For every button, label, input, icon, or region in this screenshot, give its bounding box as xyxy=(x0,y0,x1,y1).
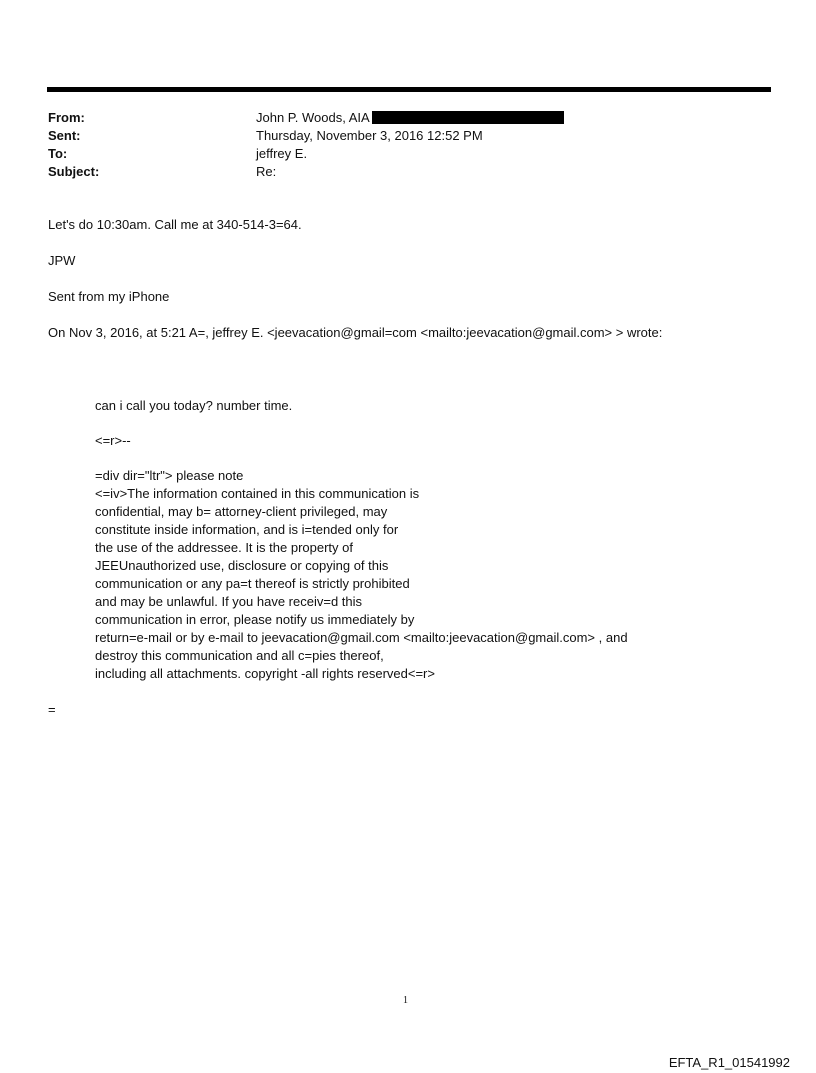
subject-label: Subject: xyxy=(48,164,100,179)
to-value: jeffrey E. xyxy=(256,146,308,161)
from-label: From: xyxy=(48,110,85,125)
quoted-line-2: <=r>-- xyxy=(95,433,131,448)
quoted-line-13: destroy this communication and all c=pies thereof, xyxy=(95,648,384,663)
redaction-block xyxy=(372,111,564,124)
quoted-line-14: including all attachments. copyright -all rights reserved<=r> xyxy=(95,666,435,681)
quoted-line-1: can i call you today? number time. xyxy=(95,398,293,413)
quoted-line-12: return=e-mail or by e-mail to jeevacation@gmail.com <mailto:jeevacation@gmail.com> , and xyxy=(95,630,628,645)
quoted-line-11: communication in error, please notify us immediately by xyxy=(95,612,415,627)
from-name: John P. Woods, AIA xyxy=(256,110,370,125)
quoted-line-3: =div dir="ltr"> please note xyxy=(95,468,244,483)
header-rule xyxy=(47,87,771,92)
quoted-line-10: and may be unlawful. If you have receiv=d this xyxy=(95,594,363,609)
quoted-line-4: <=iv>The information contained in this communication is xyxy=(95,486,420,501)
quoted-line-6: constitute inside information, and is i=tended only for xyxy=(95,522,399,537)
document-id: EFTA_R1_01541992 xyxy=(668,1055,790,1070)
subject-value: Re: xyxy=(256,164,277,179)
from-value xyxy=(256,109,564,127)
body-quote-intro: On Nov 3, 2016, at 5:21 A=, jeffrey E. <jeevacation@gmail=com <mailto:jeevacation@gmail.com> > wrote: xyxy=(48,325,663,340)
quoted-line-9: communication or any pa=t thereof is strictly prohibited xyxy=(95,576,410,591)
sent-label: Sent: xyxy=(48,128,81,143)
to-label: To: xyxy=(48,146,68,161)
body-line-1: Let's do 10:30am. Call me at 340-514-3=64. xyxy=(48,217,302,232)
quoted-line-5: confidential, may b= attorney-client privileged, may xyxy=(95,504,388,519)
quoted-line-7: the use of the addressee. It is the property of xyxy=(95,540,353,555)
quoted-line-8: JEEUnauthorized use, disclosure or copying of this xyxy=(95,558,389,573)
body-sent-from: Sent from my iPhone xyxy=(48,289,170,304)
page-number: 1 xyxy=(403,995,408,1006)
sent-value: Thursday, November 3, 2016 12:52 PM xyxy=(256,128,483,143)
trailer-mark: = xyxy=(48,702,56,717)
body-signature: JPW xyxy=(48,253,76,268)
